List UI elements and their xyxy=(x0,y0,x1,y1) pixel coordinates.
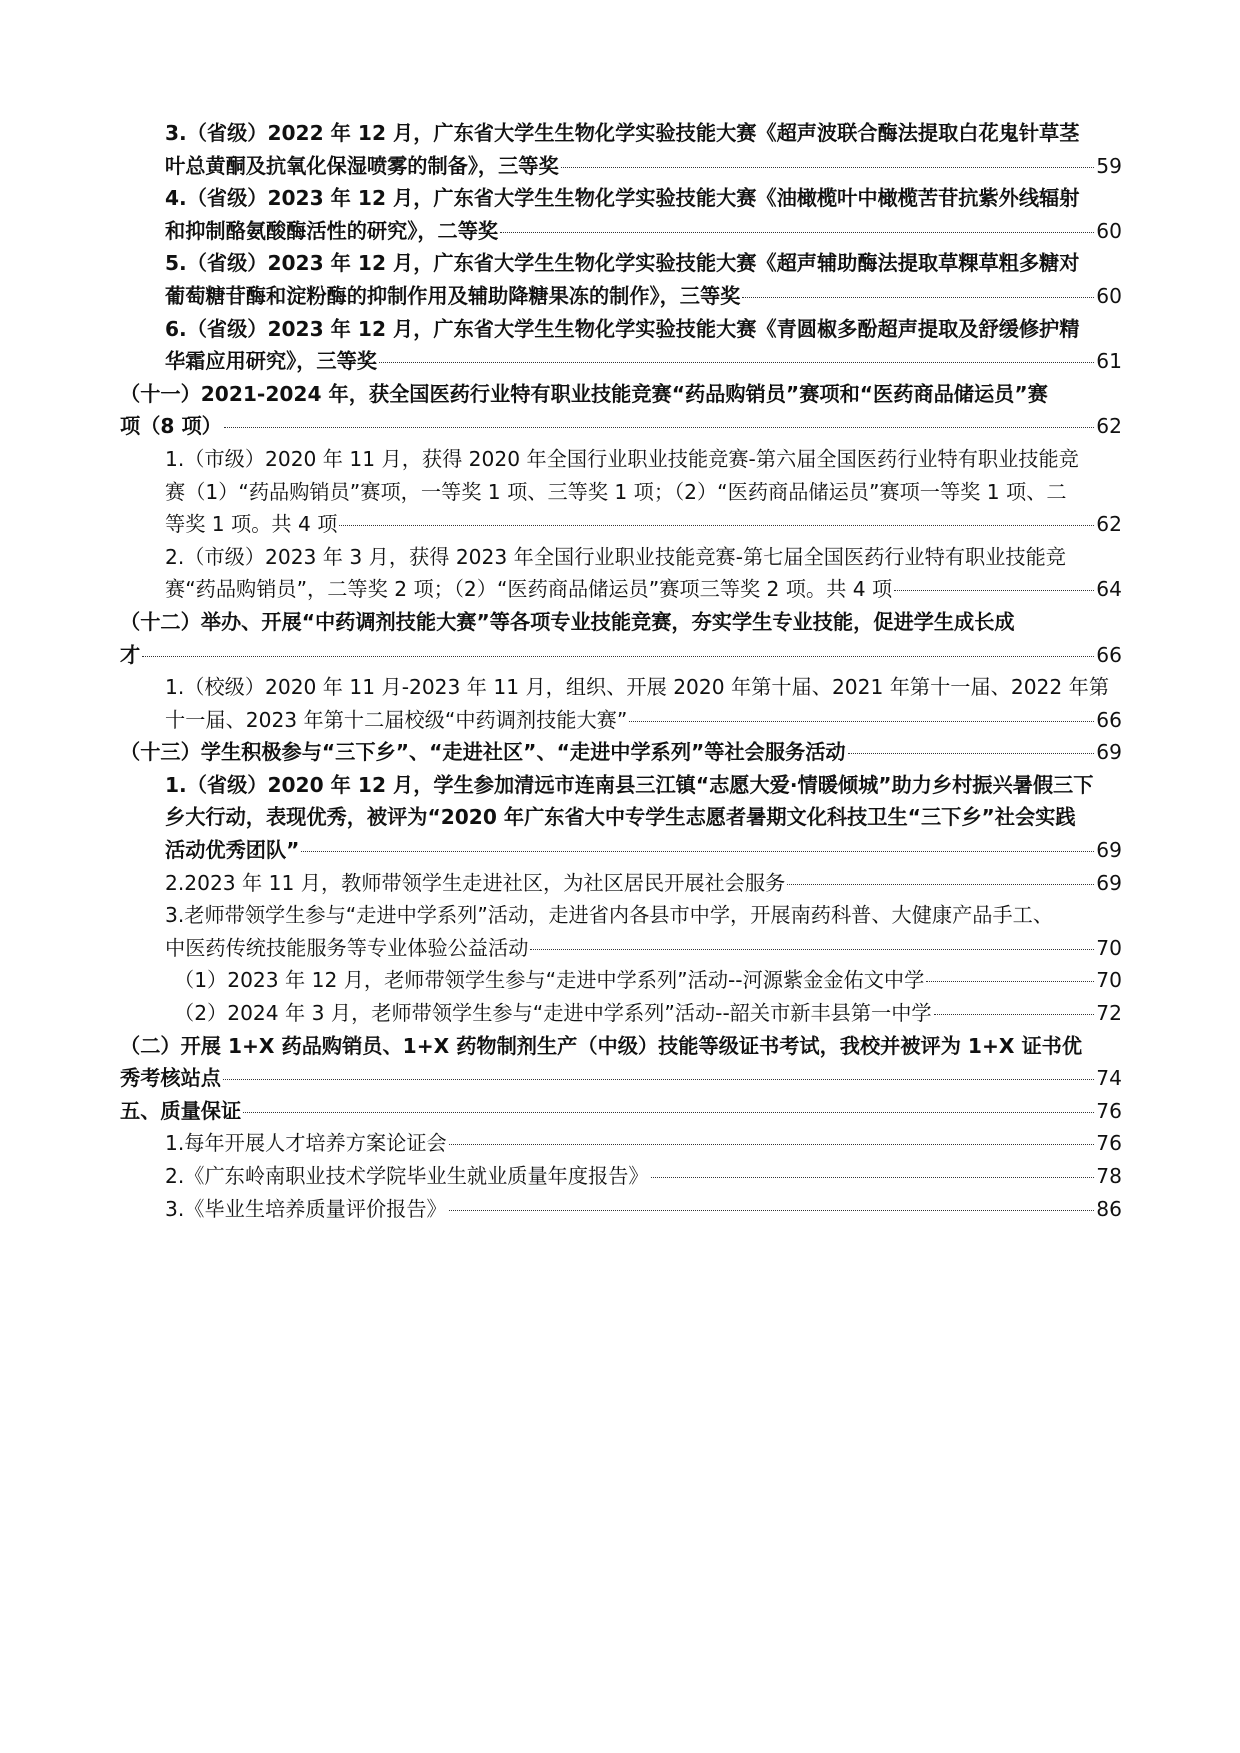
toc-page-number: 69 xyxy=(1096,740,1122,765)
toc-entry[interactable] xyxy=(120,997,1122,1030)
toc-entry[interactable] xyxy=(120,899,1122,964)
toc-entry[interactable] xyxy=(120,443,1122,541)
toc-entry-text-line: （1）2023 年 12 月，老师带领学生参与“走进中学系列”活动--河源紫金金佑文中学 xyxy=(174,968,925,993)
toc-entry-text-line: 2.2023 年 11 月，教师带领学生走进社区，为社区居民开展社会服务 xyxy=(165,870,786,895)
dot-leader xyxy=(224,427,1094,428)
toc-entry[interactable] xyxy=(120,247,1122,312)
toc-entry[interactable] xyxy=(120,1095,1122,1128)
toc-entry[interactable] xyxy=(120,313,1122,378)
dot-leader xyxy=(651,1177,1095,1178)
toc-entry-text-line: 1.（市级）2020 年 11 月，获得 2020 年全国行业职业技能竞赛-第六届全国医药行业特有职业技能竞 xyxy=(165,446,1079,471)
toc-entry-text-line: 1.每年开展人才培养方案论证会 xyxy=(165,1131,447,1156)
toc-entry-text-line: 华霜应用研究》，三等奖 xyxy=(165,349,377,374)
toc-page-number: 72 xyxy=(1096,1001,1122,1026)
toc-page-number: 62 xyxy=(1096,512,1122,537)
toc-entry-text-line: 5.（省级）2023 年 12 月，广东省大学生生物化学实验技能大赛《超声辅助酶法提取草粿草粗多糖对 xyxy=(165,251,1080,276)
dot-leader xyxy=(500,232,1094,233)
toc-entry[interactable] xyxy=(120,378,1122,443)
toc-page-number: 74 xyxy=(1096,1066,1122,1091)
toc-entry[interactable] xyxy=(120,182,1122,247)
dot-leader xyxy=(449,1144,1095,1145)
toc-entry-text-line: 6.（省级）2023 年 12 月，广东省大学生生物化学实验技能大赛《青圆椒多酚超声提取及舒缓修护精 xyxy=(165,316,1080,341)
toc-page-number: 66 xyxy=(1096,707,1122,732)
dot-leader xyxy=(243,1112,1094,1113)
toc-entry-text-line: （二）开展 1+X 药品购销员、1+X 药物制剂生产（中级）技能等级证书考试，我校并被评为 1+X 证书优 xyxy=(120,1033,1083,1058)
dot-leader xyxy=(449,1210,1095,1211)
dot-leader xyxy=(530,949,1094,950)
toc-page-number: 76 xyxy=(1096,1098,1122,1123)
toc-entry-text-line: （十二）举办、开展“中药调剂技能大赛”等各项专业技能竞赛，夯实学生专业技能，促进学生成长成 xyxy=(120,609,1015,634)
dot-leader xyxy=(894,590,1094,591)
toc-page-number: 60 xyxy=(1096,218,1122,243)
toc-entry-text-line: 4.（省级）2023 年 12 月，广东省大学生生物化学实验技能大赛《油橄榄叶中橄榄苦苷抗紫外线辐射 xyxy=(165,186,1080,211)
toc-entry-text-line: （十三）学生积极参与“三下乡”、“走进社区”、“走进中学系列”等社会服务活动 xyxy=(120,740,846,765)
toc-entry-text-line: 2.《广东岭南职业技术学院毕业生就业质量年度报告》 xyxy=(165,1164,649,1188)
toc-entry-text-line: 3.《毕业生培养质量评价报告》 xyxy=(165,1196,447,1221)
toc-entry[interactable] xyxy=(120,1030,1122,1095)
toc-entry-text-line: 活动优秀团队” xyxy=(165,838,300,863)
toc-page-number: 64 xyxy=(1096,577,1122,602)
toc-page-number: 61 xyxy=(1096,349,1122,374)
toc-entry-text-line: 等奖 1 项。共 4 项 xyxy=(165,512,338,537)
toc-entry[interactable] xyxy=(120,606,1122,671)
dot-leader xyxy=(926,981,1094,982)
toc-page-number: 78 xyxy=(1096,1164,1122,1188)
toc-entry-text-line: 才 xyxy=(120,642,141,667)
toc-entry-text-line: 中医药传统技能服务等专业体验公益活动 xyxy=(165,935,529,960)
dot-leader xyxy=(561,167,1095,168)
dot-leader xyxy=(742,297,1094,298)
toc-entry[interactable] xyxy=(120,1127,1122,1160)
toc-entry-text-line: （2）2024 年 3 月，老师带领学生参与“走进中学系列”活动--韶关市新丰县第一中学 xyxy=(174,1001,932,1026)
table-of-contents xyxy=(120,117,1122,1225)
toc-entry-text-line: 叶总黄酮及抗氧化保湿喷雾的制备》，三等奖 xyxy=(165,153,559,178)
toc-entry[interactable] xyxy=(120,736,1122,769)
toc-entry[interactable] xyxy=(120,867,1122,900)
toc-page-number: 62 xyxy=(1096,414,1122,439)
toc-entry-text-line: 3.老师带领学生参与“走进中学系列”活动，走进省内各县市中学，开展南药科普、大健康产品手工、 xyxy=(165,903,1054,928)
toc-entry-text-line: 1.（省级）2020 年 12 月，学生参加清远市连南县三江镇“志愿大爱·情暖倾城”助力乡村振兴暑假三下 xyxy=(165,772,1094,797)
toc-entry[interactable] xyxy=(120,964,1122,997)
toc-entry[interactable] xyxy=(120,769,1122,867)
toc-page-number: 70 xyxy=(1096,935,1122,960)
dot-leader xyxy=(934,1014,1095,1015)
dot-leader xyxy=(629,721,1094,722)
toc-entry-text-line: 葡萄糖苷酶和淀粉酶的抑制作用及辅助降糖果冻的制作》，三等奖 xyxy=(165,283,741,308)
dot-leader xyxy=(301,851,1094,852)
dot-leader xyxy=(142,656,1094,657)
toc-page-number: 66 xyxy=(1096,642,1122,667)
dot-leader xyxy=(787,884,1094,885)
toc-page-number: 70 xyxy=(1096,968,1122,993)
dot-leader xyxy=(223,1079,1094,1080)
toc-entry-text-line: （十一）2021-2024 年，获全国医药行业特有职业技能竞赛“药品购销员”赛项和“医药商品储运员”赛 xyxy=(120,381,1048,406)
toc-entry-text-line: 和抑制酪氨酸酶活性的研究》，二等奖 xyxy=(165,218,499,243)
toc-page-number: 69 xyxy=(1096,838,1122,863)
toc-entry[interactable] xyxy=(120,1193,1122,1226)
toc-entry[interactable] xyxy=(120,671,1122,736)
toc-entry[interactable] xyxy=(120,1160,1122,1193)
toc-entry-text-line: 秀考核站点 xyxy=(120,1066,221,1091)
toc-entry-text-line: 3.（省级）2022 年 12 月，广东省大学生生物化学实验技能大赛《超声波联合酶法提取白花鬼针草茎 xyxy=(165,121,1080,145)
toc-entry-text-line: 项（8 项） xyxy=(120,414,222,439)
toc-page-number: 60 xyxy=(1096,283,1122,308)
toc-entry[interactable] xyxy=(120,541,1122,606)
toc-entry-text-line: 十一届、2023 年第十二届校级“中药调剂技能大赛” xyxy=(165,707,628,732)
toc-entry-text-line: 2.（市级）2023 年 3 月，获得 2023 年全国行业职业技能竞赛-第七届全国医药行业特有职业技能竞 xyxy=(165,544,1066,569)
toc-page-number: 76 xyxy=(1096,1131,1122,1156)
toc-entry[interactable] xyxy=(120,117,1122,182)
dot-leader xyxy=(848,753,1095,754)
toc-page-number: 69 xyxy=(1096,870,1122,895)
toc-page-number: 86 xyxy=(1096,1196,1122,1221)
toc-entry-text-line: 赛（1）“药品购销员”赛项，一等奖 1 项、三等奖 1 项；（2）“医药商品储运员”赛项一等奖 1 项、二 xyxy=(165,479,1067,504)
toc-entry-text-line: 赛“药品购销员”，二等奖 2 项；（2）“医药商品储运员”赛项三等奖 2 项。共 4 项 xyxy=(165,577,893,602)
dot-leader xyxy=(379,362,1094,363)
toc-entry-text-line: 乡大行动，表现优秀，被评为“2020 年广东省大中专学生志愿者暑期文化科技卫生“三下乡”社会实践 xyxy=(165,805,1076,830)
dot-leader xyxy=(339,525,1094,526)
toc-entry-text-line: 1.（校级）2020 年 11 月-2023 年 11 月，组织、开展 2020 年第十届、2021 年第十一届、2022 年第 xyxy=(165,675,1110,700)
toc-page-number: 59 xyxy=(1096,153,1122,178)
toc-entry-text-line: 五、质量保证 xyxy=(120,1098,242,1123)
